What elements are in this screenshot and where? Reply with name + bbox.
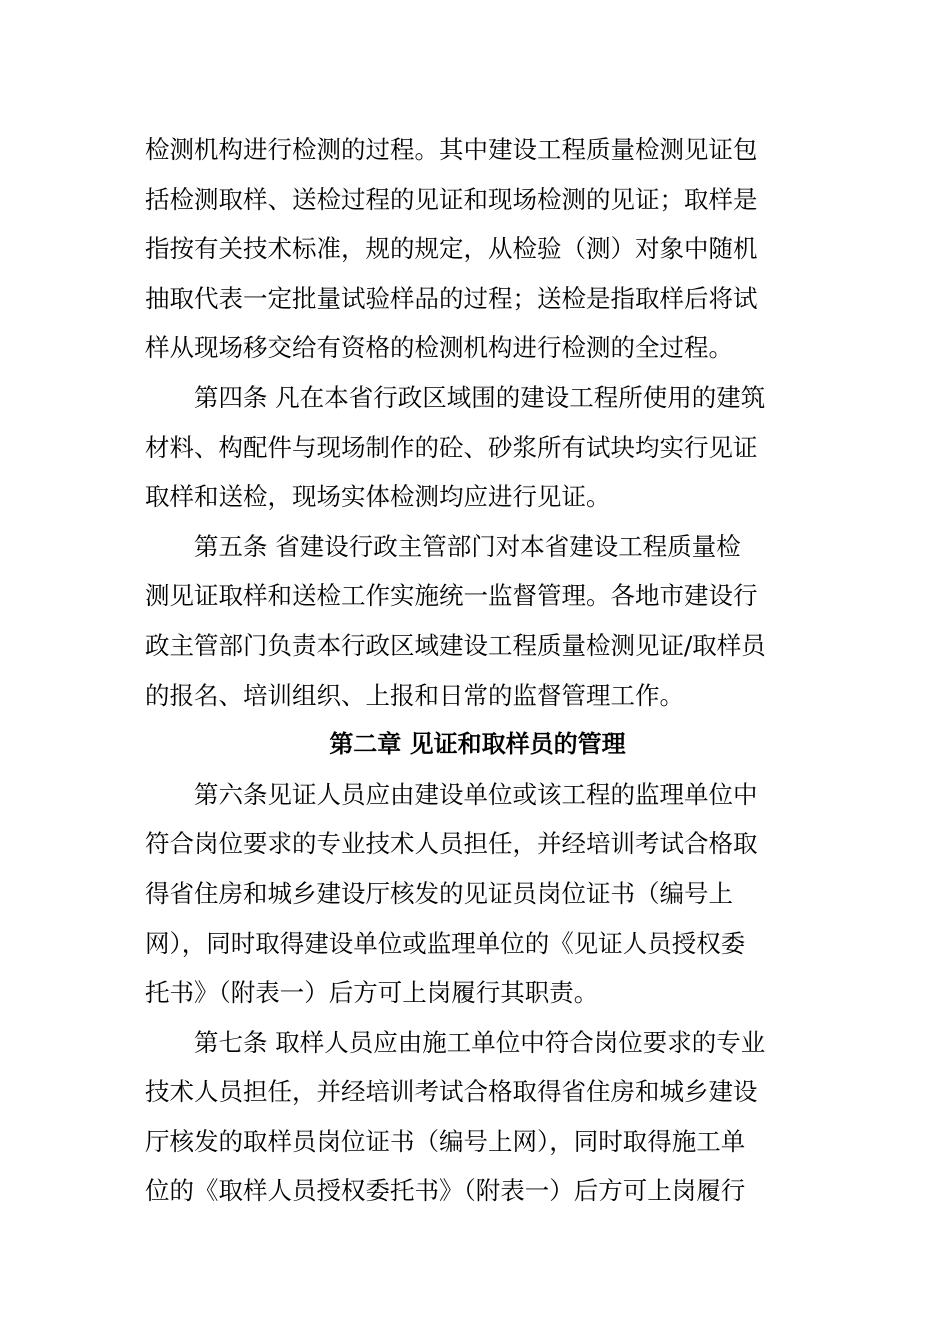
article-4-start: 第四条 凡在本省行政区域围的建设工程所使用的建筑 <box>194 382 766 412</box>
article-6-start: 第六条见证人员应由建设单位或该工程的监理单位中 <box>194 779 758 809</box>
text-line: 位的《取样人员授权委托书》（附表一）后方可上岗履行 <box>145 1176 746 1206</box>
article-5-start: 第五条 省建设行政主管部门对本省建设工程质量检 <box>194 531 741 561</box>
text-line: 测见证取样和送检工作实施统一监督管理。各地市建设行 <box>145 581 758 611</box>
article-7-start: 第七条 取样人员应由施工单位中符合岗位要求的专业 <box>194 1027 766 1057</box>
text-line: 检测机构进行检测的过程。其中建设工程质量检测见证包 <box>145 135 758 164</box>
text-line: 材料、构配件与现场制作的砼、砂浆所有试块均实行见证 <box>145 432 758 462</box>
text-line: 网），同时取得建设单位或监理单位的《见证人员授权委 <box>145 928 746 958</box>
text-line: 抽取代表一定批量试验样品的过程；送检是指取样后将试 <box>145 283 758 313</box>
text-line: 取样和送检，现场实体检测均应进行见证。 <box>145 482 611 512</box>
text-line: 政主管部门负责本行政区域建设工程质量检测见证/取样员 <box>145 630 766 660</box>
text-line: 符合岗位要求的专业技术人员担任，并经培训考试合格取 <box>145 829 758 859</box>
chapter-heading: 第二章 见证和取样员的管理 <box>329 730 626 759</box>
text-line: 样从现场移交给有资格的检测机构进行检测的全过程。 <box>145 333 733 363</box>
text-line: 括检测取样、送检过程的见证和现场检测的见证；取样是 <box>145 184 758 214</box>
text-line: 指按有关技术标准，规的规定，从检验（测）对象中随机 <box>145 234 758 264</box>
text-line: 的报名、培训组织、上报和日常的监督管理工作。 <box>145 680 684 710</box>
text-line: 托书》（附表一）后方可上岗履行其职责。 <box>145 978 599 1008</box>
document-page <box>145 125 810 1216</box>
text-line: 得省住房和城乡建设厅核发的见证员岗位证书（编号上 <box>145 878 733 908</box>
text-line: 厅核发的取样员岗位证书（编号上网），同时取得施工单 <box>145 1126 746 1156</box>
text-line: 技术人员担任，并经培训考试合格取得省住房和城乡建设 <box>145 1077 758 1107</box>
